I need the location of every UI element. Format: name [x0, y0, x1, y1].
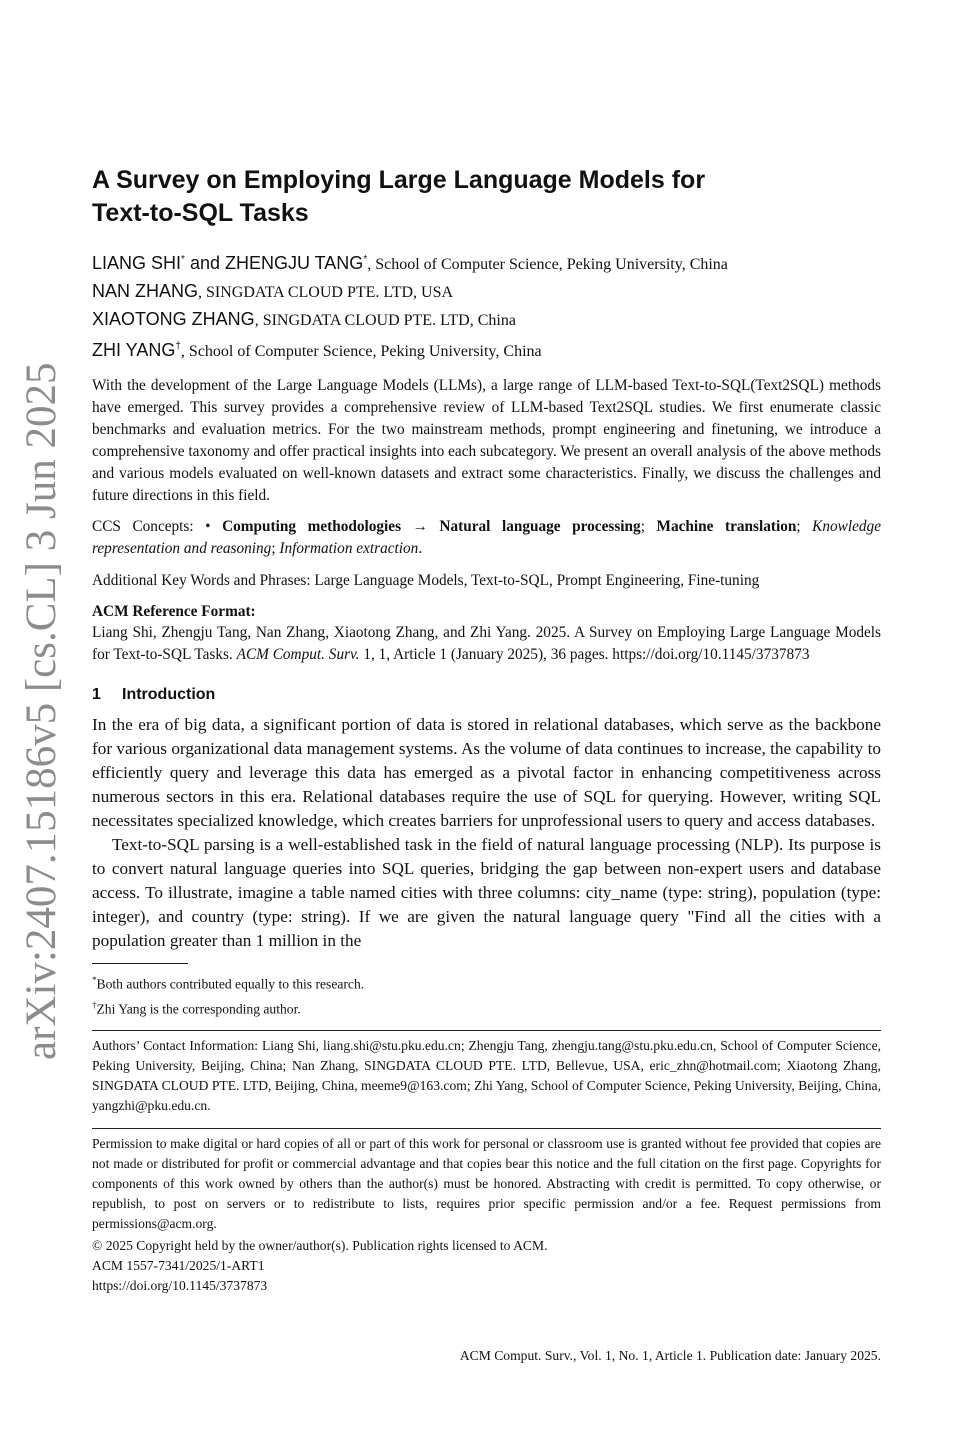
issn-line: ACM 1557-7341/2025/1-ART1: [92, 1258, 265, 1274]
ccs-concept: Information extraction: [279, 540, 419, 557]
divider: [92, 1128, 881, 1129]
section-title: Introduction: [122, 686, 216, 703]
author-name: XIAOTONG ZHANG: [92, 309, 255, 329]
abstract: With the development of the Large Language Models (LLMs), a large range of LLM-based Text-to-SQL(Text2SQL) methods have emerged. This survey provides a comprehensive review of LLM-based Text2SQL studies. We first enumerate classic benchmarks and evaluation metrics. For the two mainstream methods, prompt engineering and finetuning, we introduce a comprehensive taxonomy and offer practical insights into each subcategory. We present an overall analysis of the above methods and various models evaluated on well-known datasets and extract some characteristics. Finally, we discuss the challenges and future directions in this field.: [92, 377, 881, 504]
author-affiliation: , SINGDATA CLOUD PTE. LTD, China: [254, 312, 516, 329]
author-name: and ZHENGJU TANG: [184, 253, 364, 273]
footnote-text: Both authors contributed equally to this research.: [96, 976, 365, 992]
body-paragraph: In the era of big data, a significant portion of data is stored in relational databases, which serve as the backbone for various organizational data management systems. As the volume of data continues to increase, the capability to efficiently query and leverage this data has emerged as a pivotal factor in enhancing competitiveness across numerous sectors in this era. Relational databases require the use of SQL for querying. However, writing SQL necessitates specialized knowledge, which creates barriers for unprofessional users to query and access databases.: [92, 715, 881, 830]
ccs-separator: ;: [271, 540, 280, 557]
copyright-notice: © 2025 Copyright held by the owner/author(s). Publication rights licensed to ACM.: [92, 1238, 548, 1254]
author-affiliation: , School of Computer Science, Peking University, China: [180, 343, 542, 360]
permission-notice: Permission to make digital or hard copies of all or part of this work for personal or classroom use is granted without fee provided that copies are not made or distributed for profit or commercial advantage and that copies bear this notice and the full citation on the first page. Copyrights for components of this work owned by others than the author(s) must be honored. Abstracting with credit is permitted. To copy otherwise, or republish, to post on servers or to redistribute to lists, requires prior specific permission and/or a fee. Request permissions from permissions@acm.org.: [92, 1136, 881, 1232]
ccs-concepts: [92, 516, 881, 560]
footnote-mark: †: [92, 999, 97, 1010]
footnote-text: Zhi Yang is the corresponding author.: [96, 1001, 301, 1017]
reference-format-heading: ACM Reference Format:: [92, 603, 256, 620]
author-name: NAN ZHANG: [92, 281, 199, 301]
ccs-concept: Knowledge representation and reasoning: [92, 518, 882, 557]
author-line: [92, 278, 881, 306]
title-line-1: A Survey on Employing Large Language Models for: [92, 166, 706, 194]
author-affiliation: , SINGDATA CLOUD PTE. LTD, USA: [198, 284, 454, 301]
reference-format: [92, 622, 881, 666]
doi-link[interactable]: https://doi.org/10.1145/3737873: [92, 1278, 268, 1294]
divider: [92, 1030, 881, 1031]
reference-text: 1, 1, Article 1 (January 2025), 36 pages. https://doi.org/10.1145/3737873: [359, 646, 810, 663]
author-line: [92, 306, 881, 334]
keywords: Additional Key Words and Phrases: Large Language Models, Text-to-SQL, Prompt Engineering, Fine-tuning: [92, 572, 760, 589]
section-heading: [92, 685, 881, 705]
author-contact-info: Authors’ Contact Information: Liang Shi, liang.shi@stu.pku.edu.cn; Zhengju Tang, zhengju.tang@stu.pku.edu.cn, School of Computer Science, Peking University, Beijing, China; Nan Zhang, SINGDATA CLOUD PTE. LTD, Bellevue, USA, eric_zhn@hotmail.com; Xiaotong Zhang, SINGDATA CLOUD PTE. LTD, Beijing, China, meeme9@163.com; Zhi Yang, School of Computer Science, Peking University, Beijing, China, yangzhi@pku.edu.cn.: [92, 1038, 881, 1114]
ccs-separator: ;: [796, 518, 813, 535]
page-footer: ACM Comput. Surv., Vol. 1, No. 1, Article 1. Publication date: January 2025.: [459, 1348, 881, 1363]
author-line: [92, 334, 881, 365]
author-mark: *: [363, 254, 368, 265]
ccs-end: .: [418, 540, 423, 557]
reference-journal: ACM Comput. Surv.: [236, 646, 360, 663]
author-name: LIANG SHI: [92, 253, 182, 273]
section-number: 1: [92, 686, 101, 703]
author-affiliation: , School of Computer Science, Peking University, China: [367, 256, 728, 273]
paper-page: [92, 160, 881, 1296]
author-mark: †: [175, 341, 181, 352]
author-line: [92, 247, 881, 278]
ccs-separator: ;: [640, 518, 657, 535]
author-name: ZHI YANG: [92, 340, 176, 360]
footnote: [92, 970, 881, 995]
author-list: [92, 247, 881, 365]
title-line-2: Text-to-SQL Tasks: [92, 199, 309, 227]
ccs-concept: Computing methodologies → Natural language processing: [222, 518, 641, 535]
arxiv-sidebar-stamp: arXiv:2407.15186v5 [cs.CL] 3 Jun 2025: [18, 362, 65, 1060]
reference-text: Liang Shi, Zhengju Tang, Nan Zhang, Xiaotong Zhang, and Zhi Yang. 2025. A Survey on Employing Large Language Models for Text-to-SQL Tasks.: [92, 624, 881, 663]
footnote-mark: *: [92, 975, 97, 985]
ccs-label: CCS Concepts: •: [92, 518, 223, 535]
author-mark: *: [181, 254, 185, 265]
ccs-concept: Machine translation: [656, 518, 797, 535]
footnote-rule: [92, 963, 188, 964]
body-paragraph: Text-to-SQL parsing is a well-established task in the field of natural language processing (NLP). Its purpose is to convert natural language queries into SQL queries, bridging the gap between non-expert users and database access. To illustrate, imagine a table named cities with three columns: city_name (type: string), population (type: integer), and country (type: string). If we are given the natural language query "Find all the cities with a population greater than 1 million in the: [92, 835, 881, 950]
paper-title: [92, 164, 881, 230]
footnote: [92, 995, 881, 1020]
